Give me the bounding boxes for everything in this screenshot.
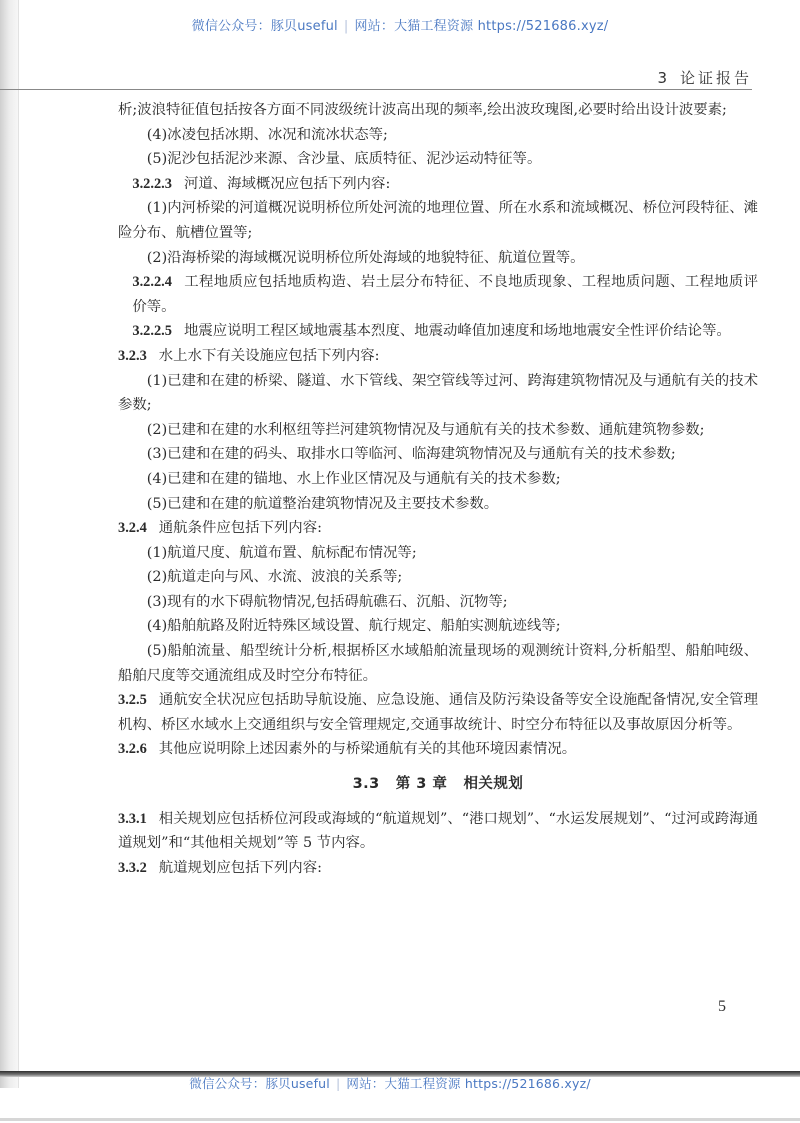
list-item: (2)航道走向与风、水流、波浪的关系等; [146,569,403,586]
list-item: (5)已建和在建的航道整治建筑物情况及主要技术参数。 [146,495,499,512]
clause-number: 3.2.6 [118,741,147,758]
clause-number: 3.2.2.4 [132,274,172,291]
watermark-site: 网站：大猫工程资源 https://521686.xyz/ [354,19,609,34]
list-item: (3)现有的水下碍航物情况,包括碍航礁石、沉船、沉物等; [146,593,508,610]
clause-3-2-6 [118,737,758,762]
list-item: (5)船舶流量、船型统计分析,根据桥区水域船舶流量现场的观测统计资料,分析船型、船舶吨级、船舶尺度等交通流组成及时空分布特征。 [118,643,758,684]
header-rule [0,89,752,90]
list-item: (1)航道尺度、航道布置、航标配布情况等; [146,544,417,561]
clause-3-2-4 [118,516,758,541]
scan-page-edge-bottom-2 [0,1118,800,1121]
list-item: (1)内河桥梁的河道概况说明桥位所处河流的地理位置、所在水系和流域概况、桥位河段特征、滩险分布、航槽位置等; [118,200,758,241]
clause-text: 相关规划应包括桥位河段或海域的“航道规划”、“港口规划”、“水运发展规划”、“过河或跨海通道规划”和“其他相关规划”等 5 节内容。 [118,810,758,852]
running-head-chapter-number: 3 [657,69,670,87]
clause-number: 3.2.4 [118,520,147,537]
running-head-chapter-title: 论证报告 [679,69,752,87]
running-head [600,67,752,88]
list-item: (5)泥沙包括泥沙来源、含沙量、底质特征、泥沙运动特征等。 [146,151,542,168]
clause-number: 3.2.2.3 [132,175,172,192]
watermark-separator: | [343,19,349,34]
document-body [118,98,758,880]
list-item: (4)船舶航路及附近特殊区域设置、航行规定、船舶实测航迹线等; [146,618,561,635]
clause-text: 河道、海域概况应包括下列内容: [183,175,391,192]
clause-text: 工程地质应包括地质构造、岩土层分布特征、不良地质现象、工程地质问题、工程地质评价等。 [132,274,758,315]
section-heading-number: 3.3 [352,776,380,793]
section-heading-3-3 [118,772,758,797]
scan-page-edge-left [0,0,19,1088]
clause-text: 水上水下有关设施应包括下列内容: [158,347,380,364]
clause-3-2-2-4 [118,270,758,319]
paragraph-continuation: 析;波浪特征值包括按各方面不同波级统计波高出现的频率,绘出波玫瑰图,必要时给出设计波要素; [118,102,727,118]
list-item: (4)冰凌包括冰期、冰况和流冰状态等; [146,126,388,143]
section-heading-chapter: 第 3 章 [395,776,448,793]
watermark-wechat: 微信公众号：豚贝useful [191,19,338,34]
clause-text: 通航安全状况应包括助导航设施、应急设施、通信及防污染设备等安全设施配备情况,安全管理机构、桥区水域水上交通组织与安全管理规定,交通事故统计、时空分布特征以及事故原因分析等。 [118,692,758,733]
clause-text: 地震应说明工程区域地震基本烈度、地震动峰值加速度和场地地震安全性评价结论等。 [183,323,731,340]
clause-3-3-1 [118,807,758,856]
clause-3-2-2-5 [118,319,758,344]
clause-3-2-2-3 [118,172,758,197]
clause-text: 通航条件应包括下列内容: [158,520,322,537]
clause-number: 3.2.2.5 [132,323,172,340]
page-number: 5 [718,998,726,1015]
clause-number: 3.3.2 [118,859,147,876]
clause-number: 3.2.5 [118,692,147,709]
clause-text: 其他应说明除上述因素外的与桥梁通航有关的其他环境因素情况。 [158,741,577,758]
clause-number: 3.3.1 [118,810,147,827]
clause-number: 3.2.3 [118,347,147,364]
list-item: (2)已建和在建的水利枢纽等拦河建筑物情况及与通航有关的技术参数、通航建筑物参数; [146,421,705,438]
clause-3-2-3 [118,344,758,369]
list-item: (4)已建和在建的锚地、水上作业区情况及与通航有关的技术参数; [146,470,561,487]
list-item: (1)已建和在建的桥梁、隧道、水下管线、架空管线等过河、跨海建筑物情况及与通航有关的技术参数; [118,372,758,414]
watermark-separator: | [335,1076,341,1091]
list-item: (2)沿海桥梁的海域概况说明桥位所处海域的地貌特征、航道位置等。 [146,249,585,266]
clause-3-2-5 [118,688,758,737]
clause-text: 航道规划应包括下列内容: [158,859,322,876]
watermark-bottom [0,1074,790,1092]
list-item: (3)已建和在建的码头、取排水口等临河、临海建筑物情况及与通航有关的技术参数; [146,446,676,463]
section-heading-title: 相关规划 [463,776,524,793]
watermark-wechat: 微信公众号：豚贝useful [189,1076,330,1091]
clause-3-3-2 [118,856,758,881]
watermark-top [0,15,800,34]
watermark-site: 网站：大猫工程资源 https://521686.xyz/ [346,1076,591,1091]
